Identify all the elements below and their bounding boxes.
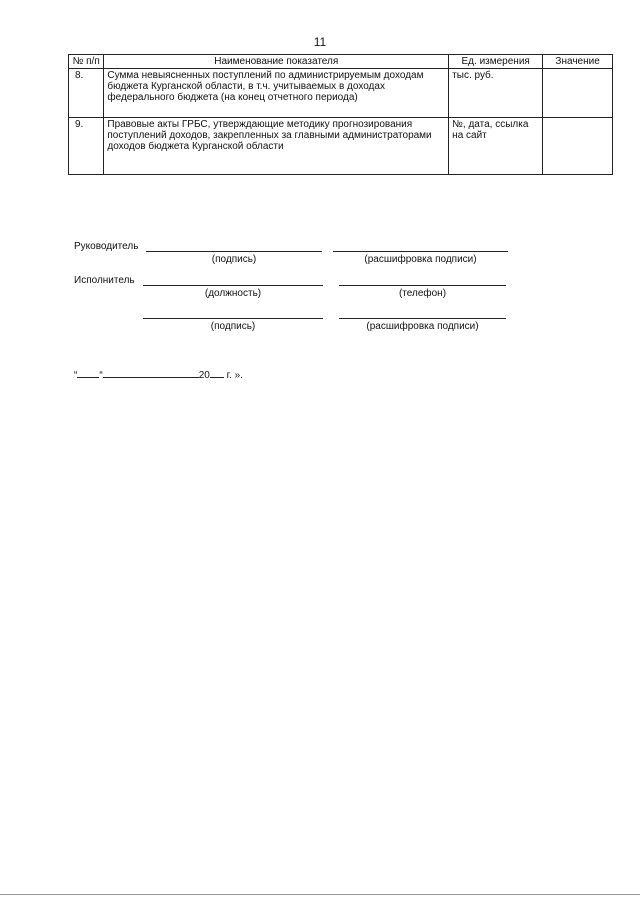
head-decode-caption: (расшифровка подписи) [364,254,477,265]
executor-signature-line [143,318,323,319]
page-number: 11 [313,35,327,49]
indicators-table [68,54,613,175]
table-header-row [69,55,613,69]
head-label: Руководитель [74,241,139,252]
executor-phone-line [339,285,506,286]
date-day-blank [77,368,99,378]
executor-decode-line [339,318,506,319]
head-decode-line [333,251,508,252]
row-unit: тыс. руб. [449,69,543,118]
row-num: 9. [69,118,104,175]
executor-label: Исполнитель [74,275,135,286]
row-unit: №, дата, ссылка на сайт [449,118,543,175]
executor-sign-caption: (подпись) [210,321,256,332]
table-row [69,118,613,175]
row-name: Правовые акты ГРБС, утверждающие методику прогнозирования поступлений доходов, закрепленных за главными администраторами доходов бюджета Курганской области [104,118,449,175]
head-sign-caption: (подпись) [211,254,257,265]
date-suffix: г. ». [223,370,243,381]
executor-decode-caption: (расшифровка подписи) [366,321,479,332]
executor-position-caption: (должность) [204,288,262,299]
row-value [543,118,613,175]
date-month-blank [103,368,199,378]
date-close-quote: “ [99,370,103,381]
table-row [69,69,613,118]
header-unit: Ед. измерения [449,55,543,69]
executor-position-line [143,285,323,286]
date-line [74,368,243,381]
date-year-blank [210,368,224,378]
head-signature-line [146,251,322,252]
executor-phone-caption: (телефон) [398,288,447,299]
header-value: Значение [543,55,613,69]
date-open-quote: “ [74,370,78,381]
header-num: № п/п [69,55,104,69]
row-name: Сумма невыясненных поступлений по администрируемым доходам бюджета Курганской области, в т.ч. учитываемых в доходах федерального бюджета (на конец отчетного периода) [104,69,449,118]
row-value [543,69,613,118]
bottom-rule [0,894,640,895]
header-name: Наименование показателя [104,55,449,69]
date-year-prefix: 20 [198,370,210,381]
row-num: 8. [69,69,104,118]
